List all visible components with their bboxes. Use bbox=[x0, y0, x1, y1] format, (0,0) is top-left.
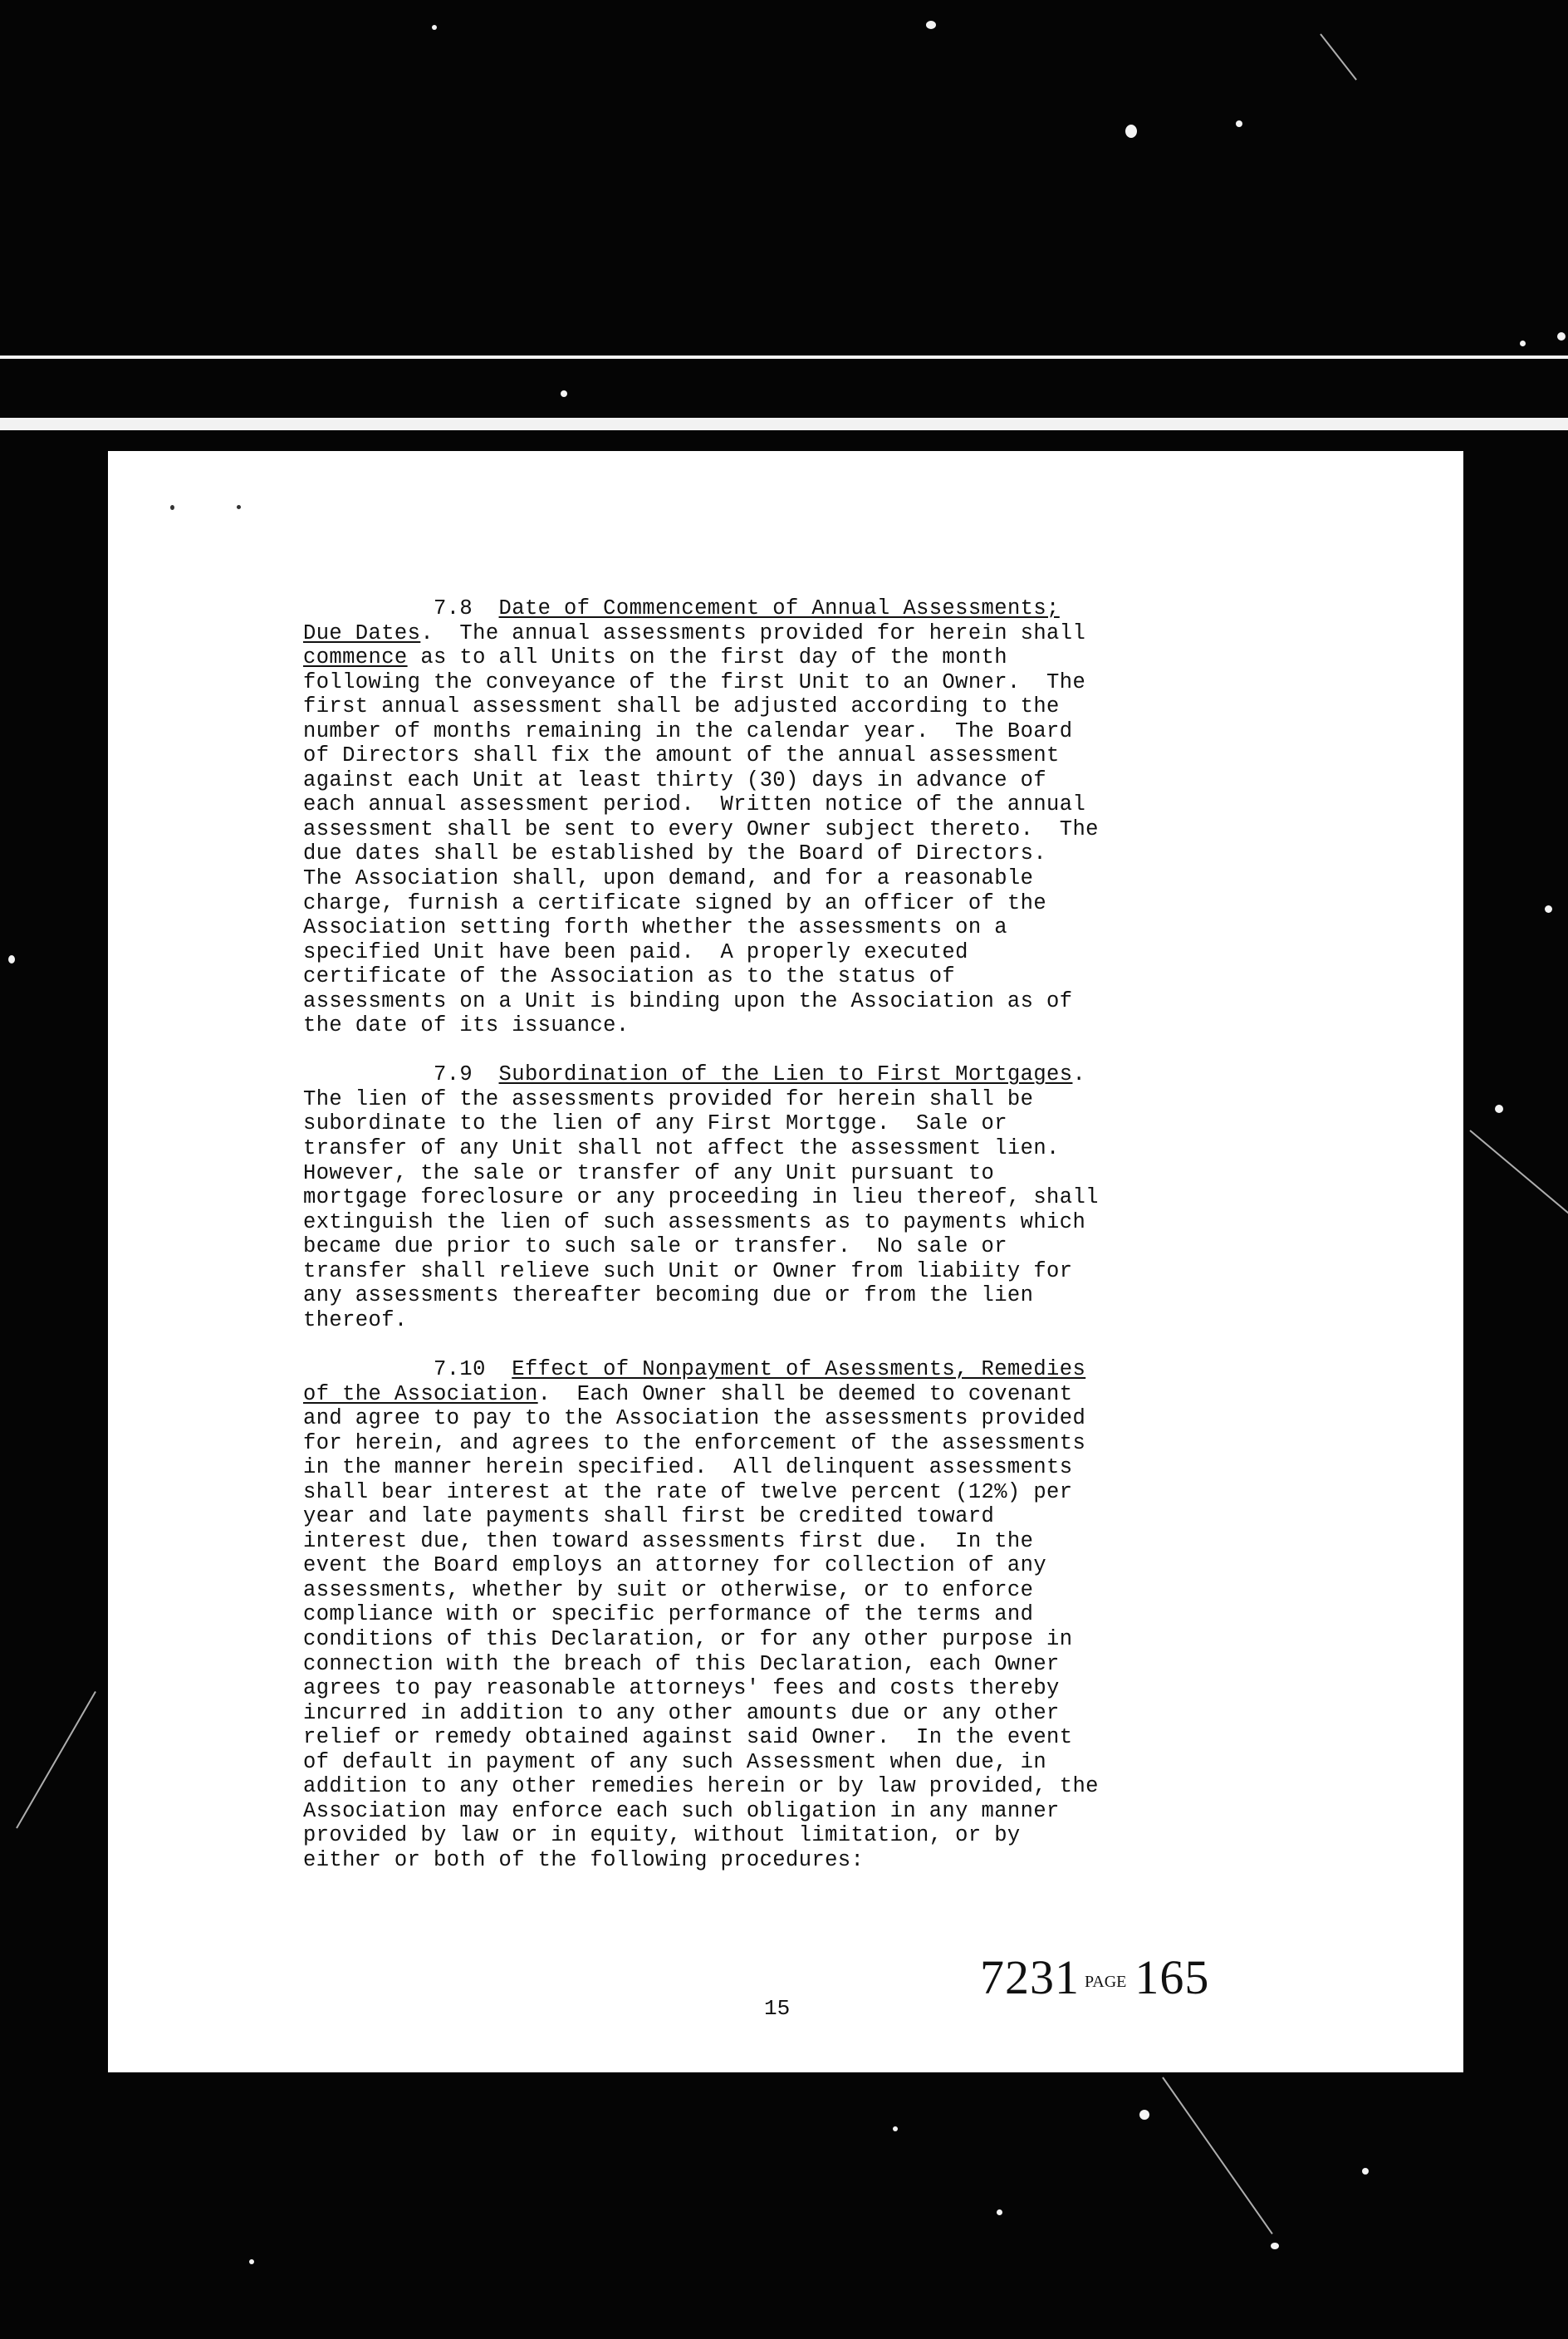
scan-band bbox=[0, 418, 1568, 430]
body-text: addition to any other remedies herein or by law provided, the bbox=[303, 1774, 1099, 1799]
text-line bbox=[303, 1283, 1433, 1308]
body-text: extinguish the lien of such assessments as to payments which bbox=[303, 1209, 1086, 1234]
body-text: transfer of any Unit shall not affect the assessment lien. bbox=[303, 1136, 1060, 1161]
body-text: following the conveyance of the first Unit to an Owner. The bbox=[303, 669, 1086, 694]
body-text: The Association shall, upon demand, and for a reasonable bbox=[303, 866, 1034, 891]
body-text: interest due, then toward assessments first due. In the bbox=[303, 1528, 1034, 1553]
body-text: Association setting forth whether the assessments on a bbox=[303, 915, 1007, 940]
body-text: charge, furnish a certificate signed by an officer of the bbox=[303, 890, 1047, 915]
body-text: incurred in addition to any other amounts due or any other bbox=[303, 1700, 1060, 1725]
body-text: year and late payments shall first be credited toward bbox=[303, 1504, 995, 1529]
body-text: for herein, and agrees to the enforcement of the assessments bbox=[303, 1430, 1086, 1455]
underlined-heading-text: commence bbox=[303, 645, 408, 670]
text-line bbox=[303, 1553, 1433, 1578]
body-text: mortgage foreclosure or any proceeding in lieu thereof, shall bbox=[303, 1185, 1099, 1210]
text-line bbox=[303, 719, 1433, 744]
body-text: the date of its issuance. bbox=[303, 1013, 630, 1038]
body-text: specified Unit have been paid. A properly executed bbox=[303, 939, 968, 964]
text-line bbox=[303, 1602, 1433, 1627]
stamp-label: PAGE bbox=[1085, 1973, 1127, 1992]
text-line bbox=[303, 1062, 1433, 1087]
margin-mark bbox=[237, 505, 241, 509]
body-text: as to all Units on the first day of the month bbox=[407, 645, 1007, 670]
body-text: became due prior to such sale or transfer. No sale or bbox=[303, 1234, 1007, 1259]
body-text: first annual assessment shall be adjusted according to the bbox=[303, 694, 1060, 719]
text-line bbox=[303, 1480, 1433, 1505]
text-line bbox=[303, 1823, 1433, 1848]
stamp-page: 165 bbox=[1134, 1950, 1210, 2004]
page-number: 15 bbox=[764, 1996, 791, 2021]
text-line bbox=[303, 1087, 1433, 1112]
text-line bbox=[303, 1627, 1433, 1652]
section-paragraph bbox=[303, 1062, 1433, 1332]
text-line bbox=[303, 1701, 1433, 1726]
text-line bbox=[303, 1308, 1433, 1333]
margin-mark bbox=[170, 505, 174, 510]
body-text: 7.9 bbox=[303, 1062, 499, 1087]
text-line bbox=[303, 1210, 1433, 1235]
scan-scratch bbox=[16, 1691, 96, 1829]
scan-scratch bbox=[1162, 2077, 1273, 2234]
text-line bbox=[303, 1382, 1433, 1407]
underlined-heading-text: of the Association bbox=[303, 1381, 538, 1406]
body-text: either or both of the following procedures: bbox=[303, 1847, 865, 1872]
body-text: and agree to pay to the Association the assessments provided bbox=[303, 1406, 1086, 1431]
text-line bbox=[303, 1431, 1433, 1456]
body-text: . The annual assessments provided for herein shall bbox=[420, 620, 1086, 645]
text-line bbox=[303, 621, 1433, 646]
text-line bbox=[303, 1725, 1433, 1750]
text-line bbox=[303, 670, 1433, 695]
text-line bbox=[303, 1578, 1433, 1603]
body-text: against each Unit at least thirty (30) days in advance of bbox=[303, 767, 1047, 792]
underlined-heading-text: Date of Commencement of Annual Assessments; bbox=[498, 596, 1060, 620]
body-text: 7.10 bbox=[303, 1356, 512, 1381]
section-paragraph bbox=[303, 596, 1433, 1038]
text-line bbox=[303, 743, 1433, 768]
underlined-heading-text: Due Dates bbox=[303, 620, 421, 645]
body-text: 7.8 bbox=[303, 596, 499, 620]
body-text: connection with the breach of this Declaration, each Owner bbox=[303, 1651, 1060, 1676]
text-line bbox=[303, 1185, 1433, 1210]
text-line bbox=[303, 1504, 1433, 1529]
text-line bbox=[303, 1234, 1433, 1259]
text-line bbox=[303, 1848, 1433, 1873]
text-line bbox=[303, 1406, 1433, 1431]
body-text: . Each Owner shall be deemed to covenant bbox=[537, 1381, 1073, 1406]
underlined-heading-text: Effect of Nonpayment of Asessments, Remedies bbox=[512, 1356, 1086, 1381]
body-text: certificate of the Association as to the status of bbox=[303, 964, 956, 989]
scan-scratch bbox=[1469, 1130, 1568, 1222]
text-line bbox=[303, 1357, 1433, 1382]
text-line bbox=[303, 1652, 1433, 1677]
text-line bbox=[303, 792, 1433, 817]
body-text: relief or remedy obtained against said Owner. In the event bbox=[303, 1725, 1073, 1750]
text-line bbox=[303, 940, 1433, 965]
body-text: provided by law or in equity, without limitation, or by bbox=[303, 1823, 1021, 1848]
body-text: . bbox=[1072, 1062, 1086, 1087]
body-text: conditions of this Declaration, or for any other purpose in bbox=[303, 1626, 1073, 1651]
text-line bbox=[303, 1799, 1433, 1824]
body-text: each annual assessment period. Written notice of the annual bbox=[303, 792, 1086, 817]
text-line bbox=[303, 817, 1433, 842]
recording-stamp bbox=[980, 1949, 1209, 2005]
body-text: Association may enforce each such obligation in any manner bbox=[303, 1798, 1060, 1823]
scan-band bbox=[0, 356, 1568, 359]
text-line bbox=[303, 866, 1433, 891]
body-text: assessments on a Unit is binding upon the Association as of bbox=[303, 988, 1073, 1013]
body-text: assessments, whether by suit or otherwise, or to enforce bbox=[303, 1577, 1034, 1602]
body-text: transfer shall relieve such Unit or Owner from liabiity for bbox=[303, 1258, 1073, 1283]
text-line bbox=[303, 989, 1433, 1014]
text-line bbox=[303, 1259, 1433, 1284]
body-text: subordinate to the lien of any First Mortgge. Sale or bbox=[303, 1111, 1007, 1136]
body-text: agrees to pay reasonable attorneys' fees and costs thereby bbox=[303, 1676, 1060, 1701]
body-text: due dates shall be established by the Board of Directors. bbox=[303, 841, 1047, 866]
scan-scratch bbox=[1320, 33, 1357, 80]
text-line bbox=[303, 1455, 1433, 1480]
text-line bbox=[303, 964, 1433, 989]
body-text: any assessments thereafter becoming due or from the lien bbox=[303, 1283, 1034, 1308]
document-body bbox=[303, 596, 1433, 1897]
underlined-heading-text: Subordination of the Lien to First Mortgages bbox=[498, 1062, 1073, 1087]
body-text: of Directors shall fix the amount of the annual assessment bbox=[303, 743, 1060, 768]
text-line bbox=[303, 1136, 1433, 1161]
text-line bbox=[303, 1013, 1433, 1038]
text-line bbox=[303, 891, 1433, 916]
text-line bbox=[303, 1111, 1433, 1136]
text-line bbox=[303, 1750, 1433, 1775]
text-line bbox=[303, 1529, 1433, 1554]
text-line bbox=[303, 915, 1433, 940]
body-text: in the manner herein specified. All delinquent assessments bbox=[303, 1455, 1073, 1480]
text-line bbox=[303, 1161, 1433, 1186]
stamp-book: 7231 bbox=[980, 1950, 1080, 2004]
body-text: thereof. bbox=[303, 1307, 408, 1332]
body-text: event the Board employs an attorney for collection of any bbox=[303, 1553, 1047, 1578]
text-line bbox=[303, 768, 1433, 793]
body-text: shall bear interest at the rate of twelve percent (12%) per bbox=[303, 1479, 1073, 1504]
text-line bbox=[303, 596, 1433, 621]
document-page bbox=[108, 451, 1463, 2072]
section-paragraph bbox=[303, 1357, 1433, 1872]
text-line bbox=[303, 841, 1433, 866]
body-text: assessment shall be sent to every Owner subject thereto. The bbox=[303, 816, 1099, 841]
body-text: The lien of the assessments provided for herein shall be bbox=[303, 1086, 1034, 1111]
body-text: number of months remaining in the calendar year. The Board bbox=[303, 718, 1073, 743]
text-line bbox=[303, 645, 1433, 670]
body-text: compliance with or specific performance of the terms and bbox=[303, 1602, 1034, 1627]
text-line bbox=[303, 694, 1433, 719]
body-text: of default in payment of any such Assessment when due, in bbox=[303, 1749, 1047, 1774]
text-line bbox=[303, 1774, 1433, 1799]
text-line bbox=[303, 1676, 1433, 1701]
body-text: However, the sale or transfer of any Unit pursuant to bbox=[303, 1160, 995, 1185]
